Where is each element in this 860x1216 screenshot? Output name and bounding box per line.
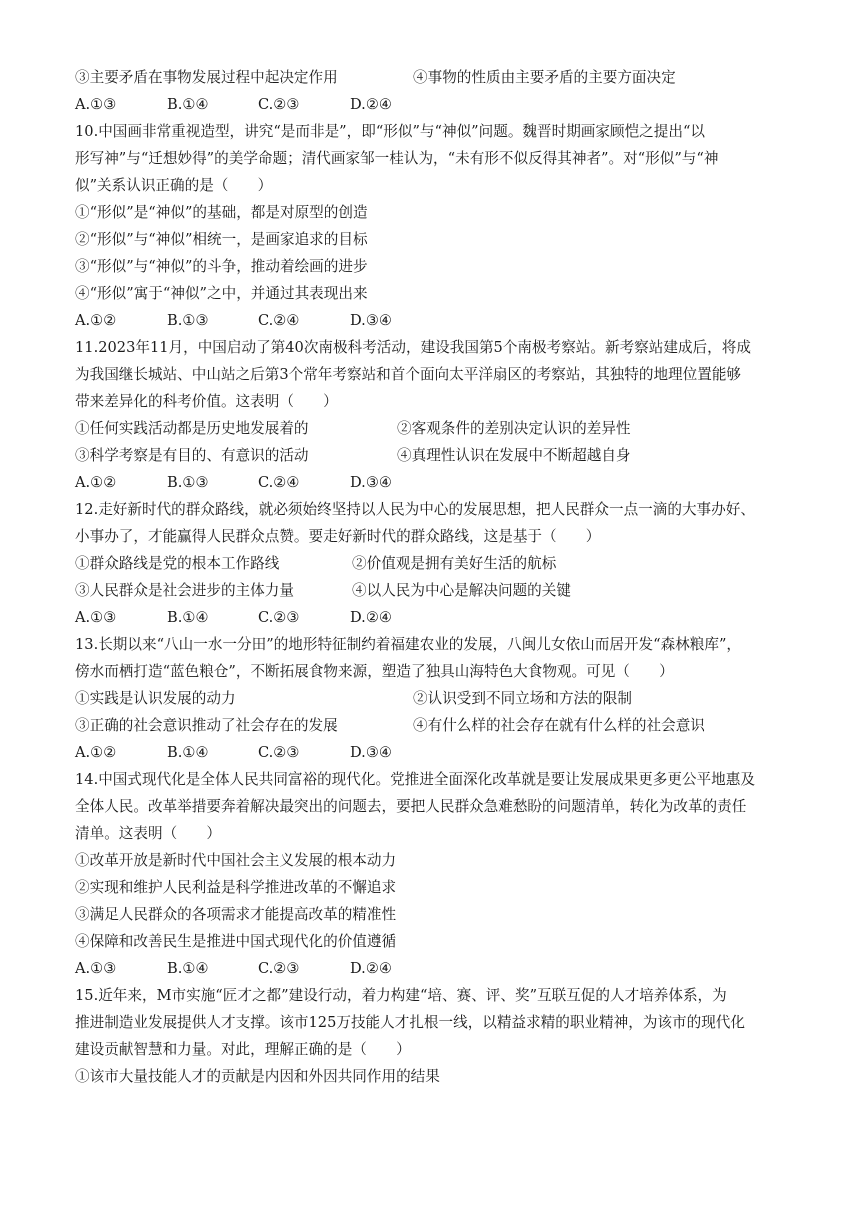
- q12-stem-line-1: 12.走好新时代的群众路线，就必须始终坚持以人民为中心的发展思想，把人民群众一点一滴的大事办好、: [75, 501, 755, 518]
- q12-stem-line-2: 小事办了，才能赢得人民群众点赞。要走好新时代的群众路线，这是基于（ ）: [75, 528, 601, 545]
- q15-statement-1: ①该市大量技能人才的贡献是内因和外因共同作用的结果: [75, 1068, 440, 1085]
- q13-statement-2: ②认识受到不同立场和方法的限制: [413, 690, 632, 707]
- q15-stem-line-1: 15.近年来，M市实施“匠才之都”建设行动，着力构建“培、赛、评、奖”互联互促的人才培养体系，为: [75, 987, 727, 1004]
- q9-option-c[interactable]: C.②③: [258, 96, 300, 113]
- q10-statement-1: ①“形似”是“神似”的基础，都是对原型的创造: [75, 204, 368, 221]
- q12-option-a[interactable]: A.①③: [75, 609, 117, 626]
- q11-stem-line-3: 带来差异化的科考价值。这表明（ ）: [75, 393, 338, 410]
- q11-option-c[interactable]: C.②④: [258, 474, 300, 491]
- q14-option-d[interactable]: D.②④: [350, 960, 392, 977]
- q10-option-b[interactable]: B.①③: [167, 312, 209, 329]
- q12-statement-3: ③人民群众是社会进步的主体力量: [75, 582, 294, 599]
- q11-options: [75, 473, 495, 493]
- q14-stem-line-1: 14.中国式现代化是全体人民共同富裕的现代化。党推进全面深化改革就是要让发展成果更多更公平地惠及: [75, 771, 755, 788]
- q11-statement-2: ②客观条件的差别决定认识的差异性: [397, 420, 631, 437]
- q9-option-d[interactable]: D.②④: [350, 96, 392, 113]
- q12-option-c[interactable]: C.②③: [258, 609, 300, 626]
- q13-statement-3: ③正确的社会意识推动了社会存在的发展: [75, 717, 338, 734]
- q9-options: [75, 95, 495, 115]
- q11-statement-3: ③科学考察是有目的、有意识的活动: [75, 447, 309, 464]
- q14-statement-3: ③满足人民群众的各项需求才能提高改革的精准性: [75, 906, 397, 923]
- q13-option-c[interactable]: C.②③: [258, 744, 300, 761]
- q15-stem-line-3: 建设贡献智慧和力量。对此，理解正确的是（ ）: [75, 1041, 411, 1058]
- q14-option-a[interactable]: A.①③: [75, 960, 117, 977]
- q10-statement-2: ②“形似”与“神似”相统一，是画家追求的目标: [75, 231, 368, 248]
- q10-option-c[interactable]: C.②④: [258, 312, 300, 329]
- q11-stem-line-2: 为我国继长城站、中山站之后第3个常年考察站和首个面向太平洋扇区的考察站，其独特的地理位置能够: [75, 366, 742, 383]
- q13-statement-1: ①实践是认识发展的动力: [75, 690, 236, 707]
- q10-option-d[interactable]: D.③④: [350, 312, 392, 329]
- q14-option-c[interactable]: C.②③: [258, 960, 300, 977]
- q10-options: [75, 311, 495, 331]
- q13-option-a[interactable]: A.①②: [75, 744, 117, 761]
- q13-options: [75, 743, 495, 763]
- q12-option-d[interactable]: D.②④: [350, 609, 392, 626]
- q14-stem-line-3: 清单。这表明（ ）: [75, 825, 221, 842]
- q9-option-a[interactable]: A.①③: [75, 96, 117, 113]
- q9-option-b[interactable]: B.①④: [167, 96, 209, 113]
- q10-statement-4: ④“形似”寓于“神似”之中，并通过其表现出来: [75, 285, 368, 302]
- q10-option-a[interactable]: A.①②: [75, 312, 117, 329]
- q13-stem-line-1: 13.长期以来“八山一水一分田”的地形特征制约着福建农业的发展，八闽儿女依山而居开发“森林粮库”，: [75, 636, 741, 653]
- q14-options: [75, 959, 495, 979]
- q13-option-b[interactable]: B.①④: [167, 744, 209, 761]
- q12-option-b[interactable]: B.①④: [167, 609, 209, 626]
- q11-statement-1: ①任何实践活动都是历史地发展着的: [75, 420, 309, 437]
- q12-statement-4: ④以人民为中心是解决问题的关键: [352, 582, 571, 599]
- q14-stem-line-2: 全体人民。改革举措要奔着解决最突出的问题去，要把人民群众急难愁盼的问题清单，转化为改革的责任: [75, 798, 747, 815]
- q12-statement-2: ②价值观是拥有美好生活的航标: [352, 555, 557, 572]
- q11-statement-4: ④真理性认识在发展中不断超越自身: [397, 447, 631, 464]
- q15-stem-line-2: 推进制造业发展提供人才支撑。该市125万技能人才扎根一线，以精益求精的职业精神，为该市的现代化: [75, 1014, 745, 1031]
- q12-options: [75, 608, 495, 628]
- q11-option-d[interactable]: D.③④: [350, 474, 392, 491]
- q9-statement-4: ④事物的性质由主要矛盾的主要方面决定: [413, 69, 676, 86]
- q13-stem-line-2: 傍水而栖打造“蓝色粮仓”，不断拓展食物来源，塑造了独具山海特色大食物观。可见（ ）: [75, 663, 674, 680]
- q12-statement-1: ①群众路线是党的根本工作路线: [75, 555, 280, 572]
- q10-stem-line-2: 形写神”与“迁想妙得”的美学命题；清代画家邹一桂认为，“未有形不似反得其神者”。对“形似”与“神: [75, 150, 719, 167]
- q11-option-b[interactable]: B.①③: [167, 474, 209, 491]
- q14-statement-2: ②实现和维护人民利益是科学推进改革的不懈追求: [75, 879, 397, 896]
- q10-stem-line-1: 10.中国画非常重视造型，讲究“是而非是”，即“形似”与“神似”问题。魏晋时期画家顾恺之提出“以: [75, 123, 706, 140]
- q11-option-a[interactable]: A.①②: [75, 474, 117, 491]
- q13-option-d[interactable]: D.③④: [350, 744, 392, 761]
- q10-stem-line-3: 似”关系认识正确的是（ ）: [75, 177, 273, 194]
- q14-option-b[interactable]: B.①④: [167, 960, 209, 977]
- q10-statement-3: ③“形似”与“神似”的斗争，推动着绘画的进步: [75, 258, 368, 275]
- q9-statement-3: ③主要矛盾在事物发展过程中起决定作用: [75, 69, 338, 86]
- q13-statement-4: ④有什么样的社会存在就有什么样的社会意识: [413, 717, 705, 734]
- q14-statement-1: ①改革开放是新时代中国社会主义发展的根本动力: [75, 852, 397, 869]
- q11-stem-line-1: 11.2023年11月，中国启动了第40次南极科考活动，建设我国第5个南极考察站。新考察站建成后，将成: [75, 339, 751, 356]
- q14-statement-4: ④保障和改善民生是推进中国式现代化的价值遵循: [75, 933, 397, 950]
